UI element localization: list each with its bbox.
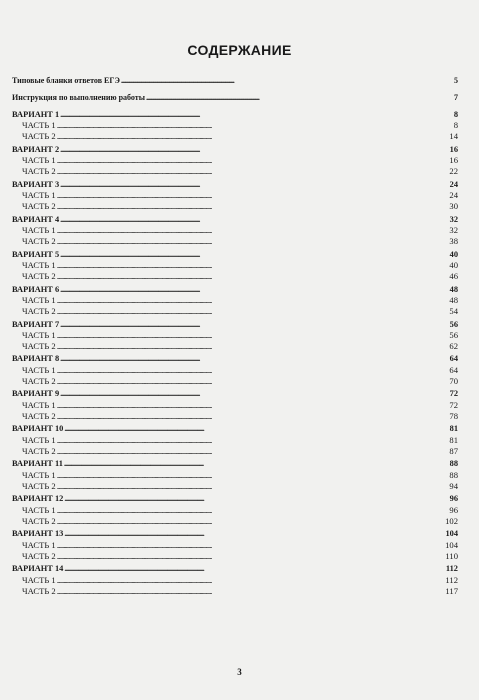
toc-entry-label: Инструкция по выполнению работы (12, 92, 145, 102)
toc-entry-part (12, 120, 458, 131)
toc-entry-label: ВАРИАНТ 8 (12, 354, 60, 364)
toc-entry-page: 96 (449, 505, 458, 516)
dot-leader (57, 190, 445, 201)
toc-entry-page: 48 (449, 295, 458, 306)
toc-entry-page: 64 (449, 365, 458, 376)
toc-entry-variant (12, 389, 458, 400)
toc-entry-answer-forms (12, 76, 458, 87)
toc-entry-page: 7 (454, 92, 458, 102)
toc-entry-variant (12, 110, 458, 121)
dot-leader (57, 551, 445, 562)
toc-entry-part (12, 330, 458, 341)
page-number: 3 (237, 667, 242, 677)
toc-entry-label: ЧАСТЬ 1 (22, 120, 56, 131)
toc-entry-label: ВАРИАНТ 11 (12, 459, 63, 469)
toc-entry-page: 24 (449, 179, 458, 189)
toc-entry-label: ВАРИАНТ 5 (12, 249, 60, 259)
toc-entry-page: 16 (449, 144, 458, 154)
dot-leader (60, 215, 445, 226)
toc-entry-part (12, 271, 458, 282)
toc-entry-variant (12, 215, 458, 226)
dot-leader (57, 481, 445, 492)
toc-entry-label: ВАРИАНТ 3 (12, 179, 60, 189)
dot-leader (64, 459, 445, 470)
toc-entry-part (12, 400, 458, 411)
dot-leader (57, 586, 445, 597)
toc-entry-part (12, 260, 458, 271)
toc-entry-label: ЧАСТЬ 2 (22, 551, 56, 561)
dot-leader (57, 365, 445, 376)
toc-entry-label: ЧАСТЬ 2 (22, 131, 56, 142)
dot-leader (57, 131, 445, 142)
toc-entry-part (12, 155, 458, 166)
toc-entry-page: 70 (449, 376, 458, 387)
toc-entry-part (12, 435, 458, 446)
toc-entry-label: ЧАСТЬ 1 (22, 435, 56, 446)
toc-entry-page: 88 (449, 459, 458, 469)
toc-entry-page: 48 (449, 284, 458, 294)
dot-leader (64, 494, 445, 505)
toc-entry-label: ЧАСТЬ 1 (22, 505, 56, 516)
toc-entry-page: 102 (445, 516, 458, 527)
toc-entry-part (12, 540, 458, 551)
table-of-contents (12, 76, 458, 599)
toc-entry-label: ЧАСТЬ 1 (22, 575, 56, 586)
toc-entry-page: 54 (449, 306, 458, 317)
dot-leader (57, 306, 445, 317)
toc-entry-label: ЧАСТЬ 1 (22, 190, 56, 201)
toc-entry-part (12, 225, 458, 236)
toc-entry-variant (12, 145, 458, 156)
toc-entry-variant (12, 564, 458, 575)
toc-entry-part (12, 481, 458, 492)
toc-entry-label: ЧАСТЬ 2 (22, 585, 56, 596)
toc-entry-page: 64 (449, 354, 458, 364)
dot-leader (60, 145, 445, 156)
toc-entry-page: 78 (449, 411, 458, 422)
toc-entry-part (12, 236, 458, 247)
toc-entry-page: 96 (449, 494, 458, 504)
dot-leader (57, 166, 445, 177)
dot-leader (57, 236, 445, 247)
toc-entry-label: ЧАСТЬ 2 (22, 236, 56, 247)
toc-entry-page: 81 (449, 435, 458, 446)
toc-entry-label: ВАРИАНТ 10 (12, 424, 64, 434)
toc-entry-part (12, 516, 458, 527)
toc-entry-label: ВАРИАНТ 9 (12, 389, 60, 399)
toc-entry-variant (12, 250, 458, 261)
dot-leader (60, 250, 445, 261)
toc-entry-page: 81 (449, 424, 458, 434)
dot-leader (64, 424, 445, 435)
toc-entry-label: ЧАСТЬ 2 (22, 201, 56, 212)
dot-leader (146, 93, 445, 104)
dot-leader (57, 271, 445, 282)
toc-entry-label: ВАРИАНТ 13 (12, 529, 64, 539)
variant-list (12, 110, 458, 597)
toc-entry-part (12, 446, 458, 457)
toc-entry-variant (12, 320, 458, 331)
toc-entry-page: 16 (449, 155, 458, 166)
toc-entry-variant (12, 494, 458, 505)
dot-leader (57, 411, 445, 422)
dot-leader (57, 155, 445, 166)
dot-leader (57, 376, 445, 387)
toc-entry-page: 56 (449, 330, 458, 341)
dot-leader (57, 120, 445, 131)
dot-leader (57, 470, 445, 481)
toc-entry-label: ЧАСТЬ 2 (22, 411, 56, 422)
toc-entry-page: 117 (445, 585, 458, 596)
dot-leader (57, 260, 445, 271)
toc-entry-label: ВАРИАНТ 4 (12, 214, 60, 224)
toc-entry-part (12, 341, 458, 352)
toc-entry-variant (12, 180, 458, 191)
toc-entry-label: ЧАСТЬ 1 (22, 470, 56, 481)
toc-entry-part (12, 365, 458, 376)
toc-entry-label: ВАРИАНТ 14 (12, 564, 64, 574)
dot-leader (57, 201, 445, 212)
toc-entry-page: 88 (449, 470, 458, 481)
toc-entry-part (12, 551, 458, 562)
dot-leader (57, 446, 445, 457)
toc-entry-page: 8 (453, 109, 458, 119)
toc-entry-page: 104 (445, 540, 458, 551)
toc-entry-page: 62 (449, 341, 458, 352)
toc-entry-label: ВАРИАНТ 7 (12, 319, 60, 329)
toc-entry-page: 32 (449, 214, 458, 224)
dot-leader (57, 575, 445, 586)
toc-entry-label: ВАРИАНТ 6 (12, 284, 60, 294)
toc-entry-variant (12, 459, 458, 470)
toc-entry-label: ЧАСТЬ 1 (22, 330, 56, 341)
toc-entry-part (12, 295, 458, 306)
toc-entry-part (12, 201, 458, 212)
toc-entry-page: 112 (445, 564, 458, 574)
toc-entry-page: 40 (449, 260, 458, 271)
toc-entry-page: 32 (449, 225, 458, 236)
toc-entry-label: ЧАСТЬ 2 (22, 376, 56, 387)
page-title: СОДЕРЖАНИЕ (187, 42, 292, 58)
toc-entry-page: 46 (449, 271, 458, 282)
dot-leader (60, 180, 445, 191)
toc-entry-label: ЧАСТЬ 1 (22, 225, 56, 236)
dot-leader (60, 320, 445, 331)
toc-entry-label: Типовые бланки ответов ЕГЭ (12, 76, 120, 85)
toc-entry-label: ВАРИАНТ 12 (12, 494, 64, 504)
toc-entry-page: 72 (449, 400, 458, 411)
dot-leader (57, 330, 445, 341)
toc-entry-page: 112 (445, 575, 458, 586)
toc-entry-label: ЧАСТЬ 2 (22, 516, 56, 527)
toc-entry-page: 5 (454, 76, 458, 85)
toc-entry-page: 72 (449, 389, 458, 399)
toc-entry-part (12, 586, 458, 597)
dot-leader (57, 435, 445, 446)
toc-entry-label: ЧАСТЬ 2 (22, 446, 56, 457)
toc-entry-part (12, 411, 458, 422)
toc-entry-part (12, 376, 458, 387)
dot-leader (57, 341, 445, 352)
toc-entry-label: ВАРИАНТ 1 (12, 109, 60, 119)
toc-entry-label: ЧАСТЬ 1 (22, 295, 56, 306)
toc-entry-label: ЧАСТЬ 2 (22, 306, 56, 317)
toc-entry-page: 40 (449, 249, 458, 259)
toc-entry-label: ЧАСТЬ 2 (22, 341, 56, 352)
toc-entry-label: ЧАСТЬ 1 (22, 400, 56, 411)
toc-entry-page: 87 (449, 446, 458, 457)
toc-entry-label: ЧАСТЬ 1 (22, 260, 56, 271)
toc-entry-page: 22 (449, 166, 458, 177)
toc-entry-page: 94 (449, 481, 458, 492)
dot-leader (121, 76, 445, 87)
toc-entry-part (12, 575, 458, 586)
toc-entry-part (12, 190, 458, 201)
dot-leader (60, 389, 445, 400)
dot-leader (64, 529, 444, 540)
toc-entry-page: 30 (449, 201, 458, 212)
toc-entry-page: 14 (449, 131, 458, 142)
toc-entry-part (12, 306, 458, 317)
dot-leader (57, 505, 445, 516)
dot-leader (60, 110, 445, 121)
toc-entry-page: 56 (449, 319, 458, 329)
toc-entry-page: 110 (445, 551, 458, 561)
toc-entry-label: ВАРИАНТ 2 (12, 144, 60, 154)
dot-leader (57, 225, 445, 236)
toc-entry-part (12, 505, 458, 516)
toc-entry-label: ЧАСТЬ 1 (22, 540, 56, 551)
toc-entry-variant (12, 424, 458, 435)
toc-entry-label: ЧАСТЬ 1 (22, 155, 56, 166)
dot-leader (57, 400, 445, 411)
dot-leader (57, 516, 444, 527)
toc-entry-instructions (12, 93, 458, 104)
toc-entry-part (12, 131, 458, 142)
toc-entry-variant (12, 354, 458, 365)
dot-leader (57, 540, 444, 551)
dot-leader (57, 295, 445, 306)
toc-entry-label: ЧАСТЬ 2 (22, 166, 56, 177)
toc-entry-page: 24 (449, 190, 458, 201)
toc-entry-page: 38 (449, 236, 458, 247)
dot-leader (60, 285, 445, 296)
toc-entry-label: ЧАСТЬ 1 (22, 365, 56, 376)
dot-leader (60, 354, 445, 365)
toc-entry-label: ЧАСТЬ 2 (22, 481, 56, 492)
toc-entry-variant (12, 285, 458, 296)
toc-entry-part (12, 470, 458, 481)
toc-entry-page: 8 (453, 120, 458, 131)
toc-entry-label: ЧАСТЬ 2 (22, 271, 56, 282)
toc-entry-page: 104 (445, 529, 458, 539)
toc-entry-part (12, 166, 458, 177)
toc-entry-variant (12, 529, 458, 540)
dot-leader (64, 564, 445, 575)
